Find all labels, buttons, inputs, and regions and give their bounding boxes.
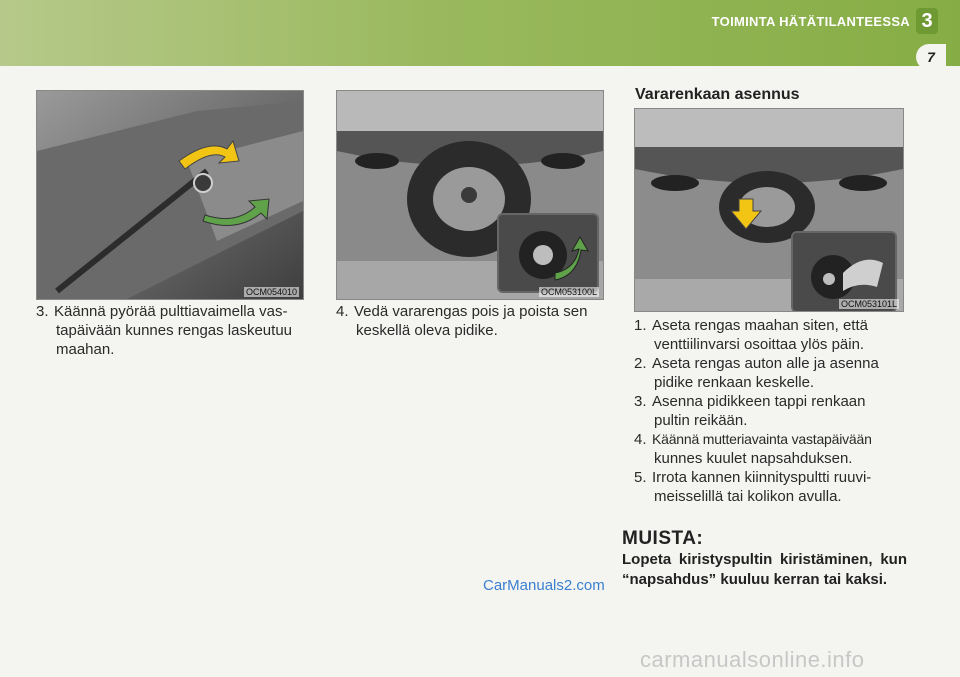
- install-step-3: [634, 392, 909, 430]
- step-line: Vedä vararengas pois ja poista sen: [354, 303, 588, 320]
- spare-tire-removal-photo: [336, 90, 604, 300]
- step-line: tapäivään kunnes rengas laskeutuu: [56, 322, 293, 339]
- install-step-2: [634, 354, 909, 392]
- step-number: 1.: [634, 317, 647, 334]
- step-line: Aseta rengas maahan siten, että: [652, 317, 868, 334]
- step-line: pultin reikään.: [654, 412, 748, 429]
- step-3-text: [36, 302, 316, 359]
- step-number: 3.: [36, 303, 49, 320]
- step-line: kunnes kuulet napsahduksen.: [654, 450, 853, 467]
- install-steps: [634, 316, 909, 506]
- step-line: venttiilinvarsi osoittaa ylös päin.: [654, 336, 865, 353]
- photo-code: OCM053100L: [540, 287, 597, 297]
- install-step-5: [634, 468, 909, 506]
- step-line: Käännä mutteriavainta vastapäivään: [652, 431, 872, 447]
- chapter-header-band: [0, 0, 960, 66]
- step-4-text: [336, 302, 616, 340]
- step-line: Irrota kannen kiinnityspultti ruuvi-: [652, 469, 872, 486]
- step-line: keskellä oleva pidike.: [356, 322, 498, 339]
- wrench-detail-inset: [497, 213, 599, 293]
- step-number: 5.: [634, 469, 647, 486]
- photo-code: OCM054010: [245, 287, 297, 297]
- photo-code: OCM053101L: [840, 299, 897, 309]
- carmanualsonline-watermark: carmanualsonline.info: [640, 647, 865, 672]
- step-number: 2.: [634, 355, 647, 372]
- trunk-bolt-photo: [36, 90, 304, 300]
- section-title: Vararenkaan asennus: [635, 86, 800, 103]
- step-line: maahan.: [56, 341, 115, 358]
- step-number: 3.: [634, 393, 647, 410]
- step-number: 4.: [336, 303, 349, 320]
- step-line: Asenna pidikkeen tappi renkaan: [652, 393, 866, 410]
- spare-tire-install-photo: [634, 108, 904, 312]
- note-body: Lopeta kiristyspultin kiristäminen, kun “napsahdus” kuuluu kerran tai kaksi.: [622, 551, 907, 588]
- step-number: 4.: [634, 431, 647, 448]
- chapter-title: TOIMINTA HÄTÄTILANTEESSA: [711, 14, 910, 29]
- step-line: Käännä pyörää pulttiavaimella vas-: [54, 303, 288, 320]
- chapter-number-badge: 3: [916, 8, 938, 34]
- step-line: pidike renkaan keskelle.: [654, 374, 815, 391]
- note-title: MUISTA:: [622, 528, 704, 549]
- carmanuals-watermark-link[interactable]: CarManuals2.com: [483, 577, 605, 594]
- install-step-4: [634, 430, 909, 468]
- step-line: Aseta rengas auton alle ja asenna: [652, 355, 879, 372]
- install-step-1: [634, 316, 909, 354]
- step-line: meisselillä tai kolikon avulla.: [654, 488, 842, 505]
- page-number: 7: [916, 44, 946, 70]
